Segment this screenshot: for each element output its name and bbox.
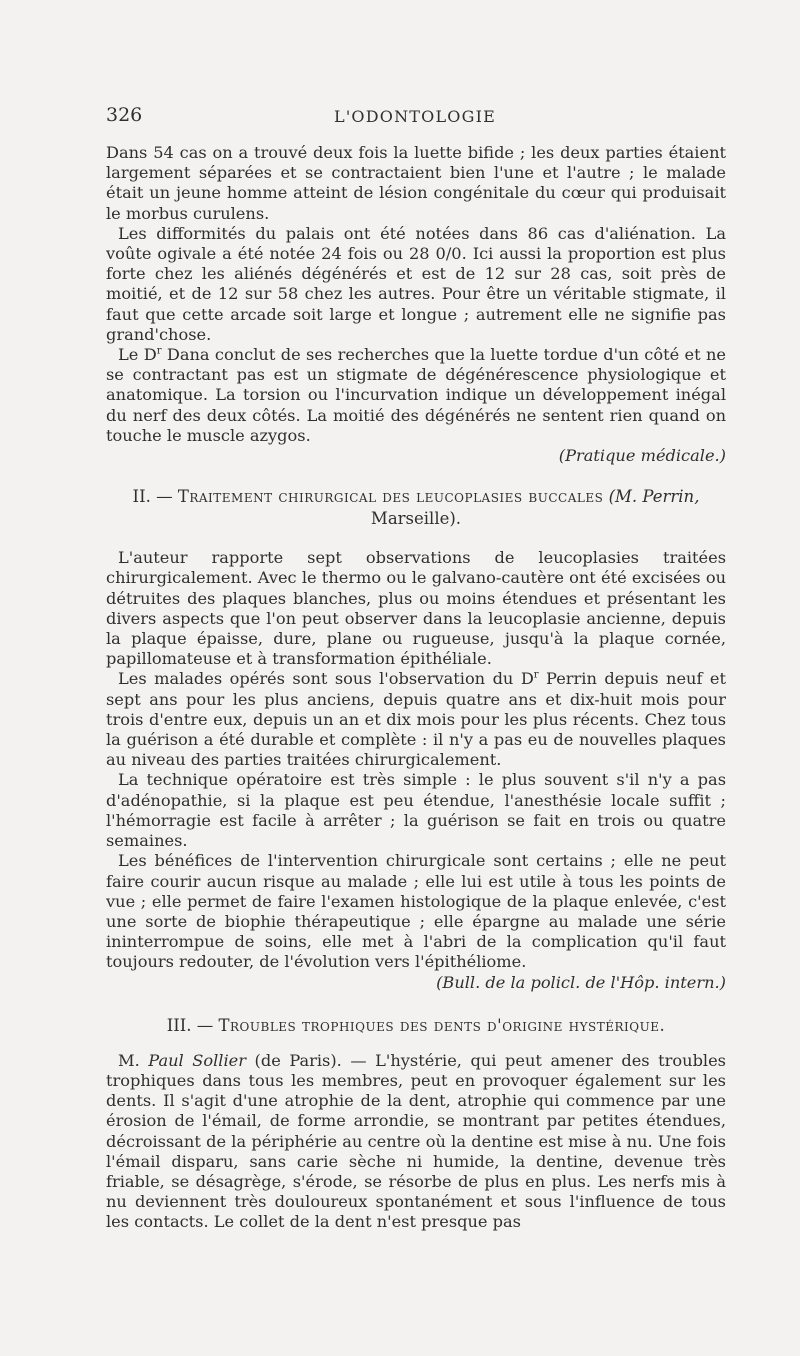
text-run: Les malades opérés sont sous l'observation du D (118, 669, 534, 689)
paragraph (106, 345, 726, 446)
paragraph: Dans 54 cas on a trouvé deux fois la luette bifide ; les deux parties étaient largement séparées et se contractaient bien l'une et l'autre ; le malade était un jeune homme atteint de lésion congénitale du cœur qui produisait le morbus curulens. (106, 143, 726, 223)
page-header (106, 104, 724, 130)
running-title: L'ODONTOLOGIE (334, 107, 496, 126)
superscript: r (533, 670, 539, 682)
paragraph: L'auteur rapporte sept observations de leucoplasies traitées chirurgicalement. Avec le thermo ou le galvano-cautère ont été excisées ou détruites des plaques blanches, plus ou moins étendues et présentant les divers aspects que l'on peut observer dans la leucoplasie ancienne, depuis la plaque épaisse, dure, plane ou rugueuse, jusqu'à la plaque cornée, papillomateuse et à transformation épithéliale. (106, 548, 726, 669)
section-title: Troubles trophiques des dents d'origine hystérique. (218, 1015, 666, 1035)
page-body (106, 143, 726, 1233)
author-name: Paul Sollier (148, 1050, 246, 1070)
section-heading (106, 1015, 726, 1037)
superscript: r (156, 345, 162, 357)
text-run: Le D (118, 345, 157, 365)
section-place: Marseille). (370, 509, 462, 529)
paragraph (106, 1051, 726, 1233)
paragraph: Les difformités du palais ont été notées dans 86 cas d'aliénation. La voûte ogivale a été notée 24 fois ou 28 0/0. Ici aussi la proportion est plus forte chez les aliénés dégénérés et est de 12 sur 28 cas, soit près de moitié, et de 12 sur 58 chez les autres. Pour être un véritable stigmate, il faut que cette arcade soit large et longue ; autrement elle ne signifie pas grand'chose. (106, 223, 726, 344)
section-number: II. — (132, 487, 178, 507)
page-number: 326 (106, 104, 143, 126)
text-run: Perrin depuis neuf et sept ans pour les plus anciens, depuis quatre ans et dix-huit mois pour trois d'entre eux, depuis un an et dix mois pour les plus récents. Chez tous la guérison a été durable et complète : il n'y a pas eu de nouvelles plaques au niveau des parties traitées chirurgicalement. (106, 669, 726, 770)
section-number: III. — (166, 1015, 219, 1035)
paragraph (106, 669, 726, 770)
paragraph: La technique opératoire est très simple : le plus souvent s'il n'y a pas d'adénopathie, si la plaque est peu étendue, l'anesthésie locale suffit ; l'hémorragie est facile à arrêter ; la guérison se fait en trois ou quatre semaines. (106, 770, 726, 851)
source-citation: (Bull. de la policl. de l'Hôp. intern.) (436, 972, 726, 992)
section-author: (M. Perrin, (608, 487, 700, 507)
text-run: (de Paris). — L'hystérie, qui peut amener des troubles trophiques dans tous les membres, peut en provoquer également sur les dents. Il s'agit d'une atrophie de la dent, atrophie qui commence par une érosion de l'émail, de forme arrondie, se montrant par petites étendues, décroissant de la périphérie au centre où la dentine est mise à nu. Une fois l'émail disparu, sans carie sèche ni humide, la dentine, devenue très friable, se désagrège, s'érode, se résorbe de plus en plus. Les nerfs mis à nu deviennent très douloureux spontanément et sous l'influence de tous les contacts. Le collet de la dent n'est presque pas (106, 1050, 726, 1232)
section-title: Traitement chirurgical des leucoplasies buccales (177, 487, 604, 507)
paragraph: Les bénéfices de l'intervention chirurgicale sont certains ; elle ne peut faire courir aucun risque au malade ; elle lui est utile à tous les points de vue ; elle permet de faire l'examen histologique de la plaque enlevée, c'est une sorte de biophie thérapeutique ; elle épargne au malade une série ininterrompue de soins, elle met à l'abri de la complication qu'il faut toujours redouter, de l'évolution vers l'épithéliome. (106, 851, 726, 972)
section-heading (106, 486, 726, 530)
text-run: M. (118, 1050, 149, 1070)
text-run: Dana conclut de ses recherches que la luette tordue d'un côté et ne se contractant pas est un stigmate de dégénérescence physiologique et anatomique. La torsion ou l'incurvation indique un développement inégal du nerf des deux côtés. La moitié des dégénérés ne sentent rien quand on touche le muscle azygos. (106, 345, 726, 445)
source-citation: (Pratique médicale.) (558, 446, 726, 466)
